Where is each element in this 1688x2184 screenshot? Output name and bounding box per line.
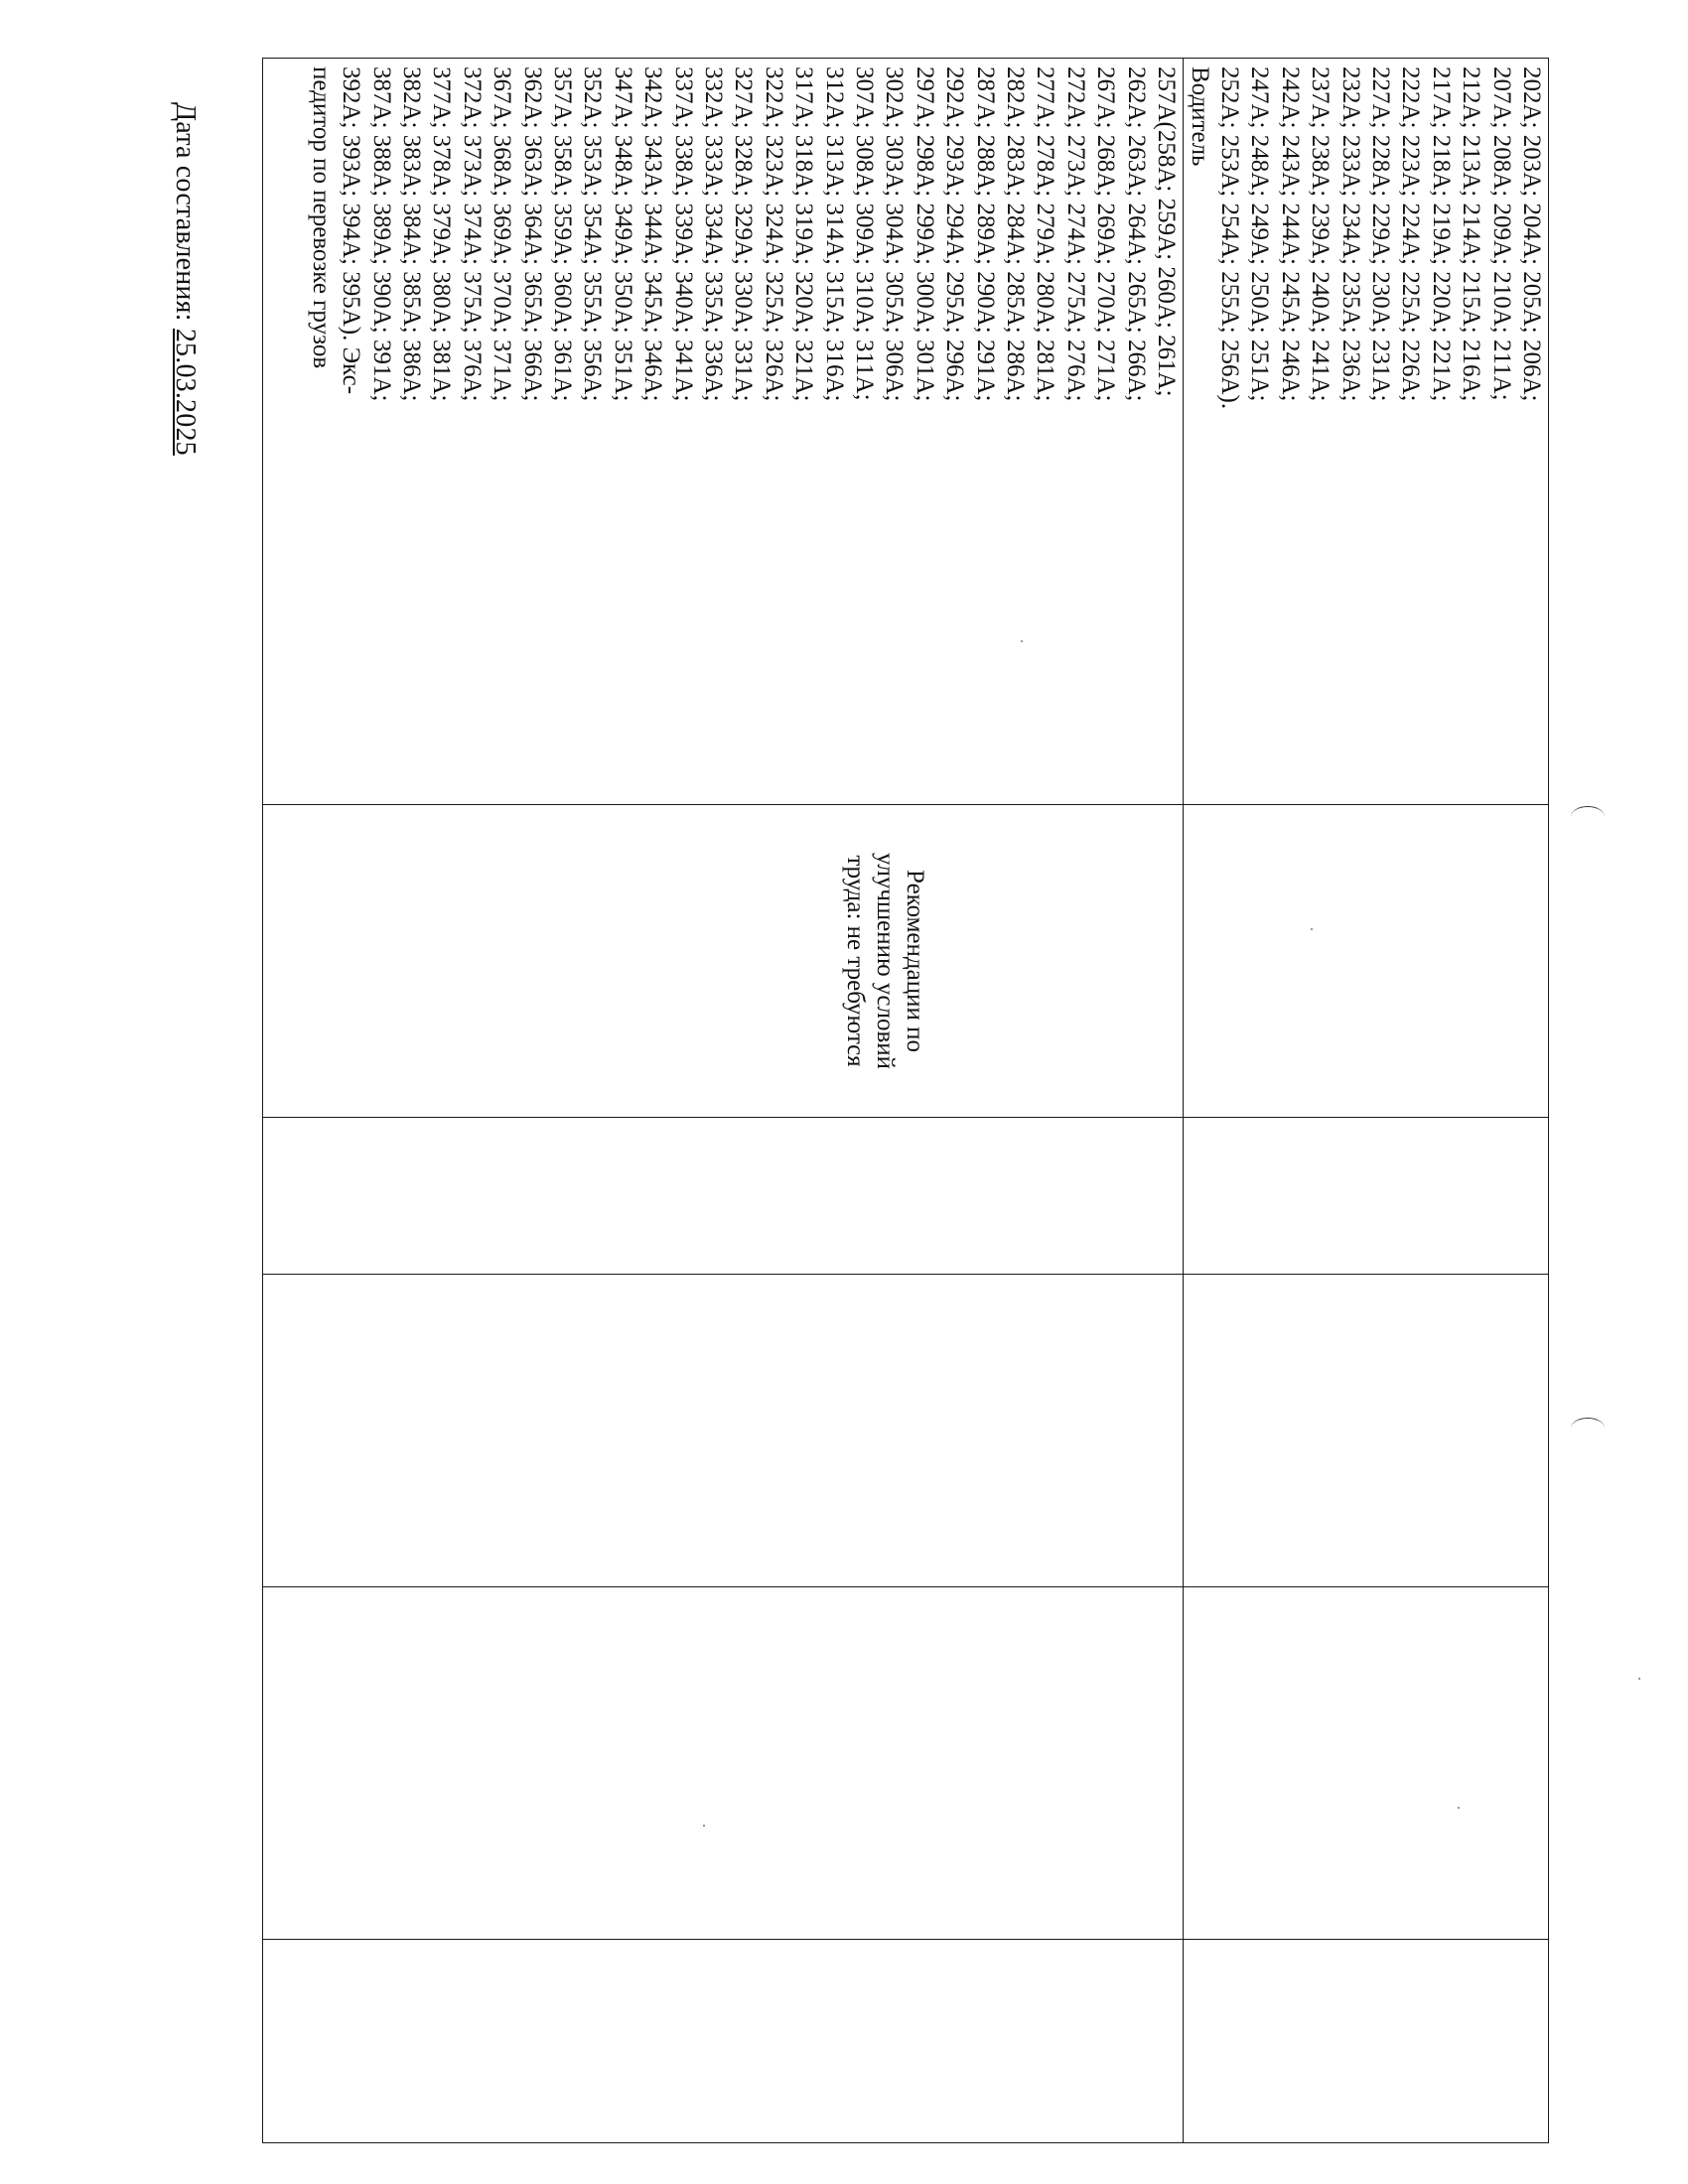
scan-mark (1571, 1418, 1605, 1438)
table-cell (1184, 1275, 1549, 1587)
table-cell (263, 1118, 1184, 1275)
table-cell (1184, 1940, 1549, 2143)
recommendation-cell (263, 805, 1184, 1118)
table-cell (1184, 1118, 1549, 1275)
scan-speck (1638, 1678, 1640, 1680)
scan-speck (1458, 1807, 1460, 1809)
scan-speck (703, 1825, 705, 1827)
main-row-job-cell (263, 59, 1184, 805)
table-cell (263, 1275, 1184, 1587)
table-cell (263, 1940, 1184, 2143)
top-row-job-cell (1184, 59, 1549, 805)
table-cell (263, 1587, 1184, 1940)
scan-speck (1311, 928, 1313, 930)
compilation-date (169, 102, 201, 456)
table-cell (1184, 805, 1549, 1118)
workplace-table (262, 58, 1549, 2143)
table-row-top (1184, 59, 1549, 2143)
main-row-job-text: 257А(258А; 259А; 260А; 261А; 262А; 263А; 264А; 265А; 266А; 267А; 268А; 269А; 270А; 271А; 272А; 273А; 274А; 275А; 276А; 277А; 278А; 279А; 280А; 281А; 282А; 283А; 284А; 285А; 286А; 287А; 288А; 289А; 290А; 291А; 292А; 293А; 294А; 295А; 296А; 297А; 298А; 299А; 300А; 301А; 302А; 303А; 304А; 305А; 306А; 307А; 308А; 309А; 310А; 311А; 312А; 313А; 314А; 315А; 316А; 317А; 318А; 319А; 320А; 321А; 322А; 323А; 324А; 325А; 326А; 327А; 328А; 329А; 330А; 331А; 332А; 333А; 334А; 335А; 336А; 337А; 338А; 339А; 340А; 341А; 342А; 343А; 344А; 345А; 346А; 347А; 348А; 349А; 350А; 351А; 352А; 353А; 354А; 355А; 356А; 357А; 358А; 359А; 360А; 361А; 362А; 363А; 364А; 365А; 366А; 367А; 368А; 369А; 370А; 371А; 372А; 373А; 374А; 375А; 376А; 377А; 378А; 379А; 380А; 381А; 382А; 383А; 384А; 385А; 386А; 387А; 388А; 389А; 390А; 391А; 392А; 393А; 394А; 395А). Экс- педитор по перевозке грузов (307, 67, 1181, 402)
top-row-job-text: 202А; 203А; 204А; 205А; 206А; 207А; 208А; 209А; 210А; 211А; 212А; 213А; 214А; 215А; 216А; 217А; 218А; 219А; 220А; 221А; 222А; 223А; 224А; 225А; 226А; 227А; 228А; 229А; 230А; 231А; 232А; 233А; 234А; 235А; 236А; 237А; 238А; 239А; 240А; 241А; 242А; 243А; 244А; 245А; 246А; 247А; 248А; 249А; 250А; 251А; 252А; 253А; 254А; 255А; 256А). Водитель (1186, 67, 1545, 410)
table-row-main (263, 59, 1184, 2143)
date-label: Дата составления: (170, 102, 201, 329)
recommendation-text: Рекомендации по улучшению условий труда: не требуются (842, 852, 929, 1070)
scan-mark (1571, 806, 1605, 827)
scan-speck (1021, 640, 1023, 642)
table-cell (1184, 1587, 1549, 1940)
date-value: 25.03.2025 (170, 328, 201, 456)
